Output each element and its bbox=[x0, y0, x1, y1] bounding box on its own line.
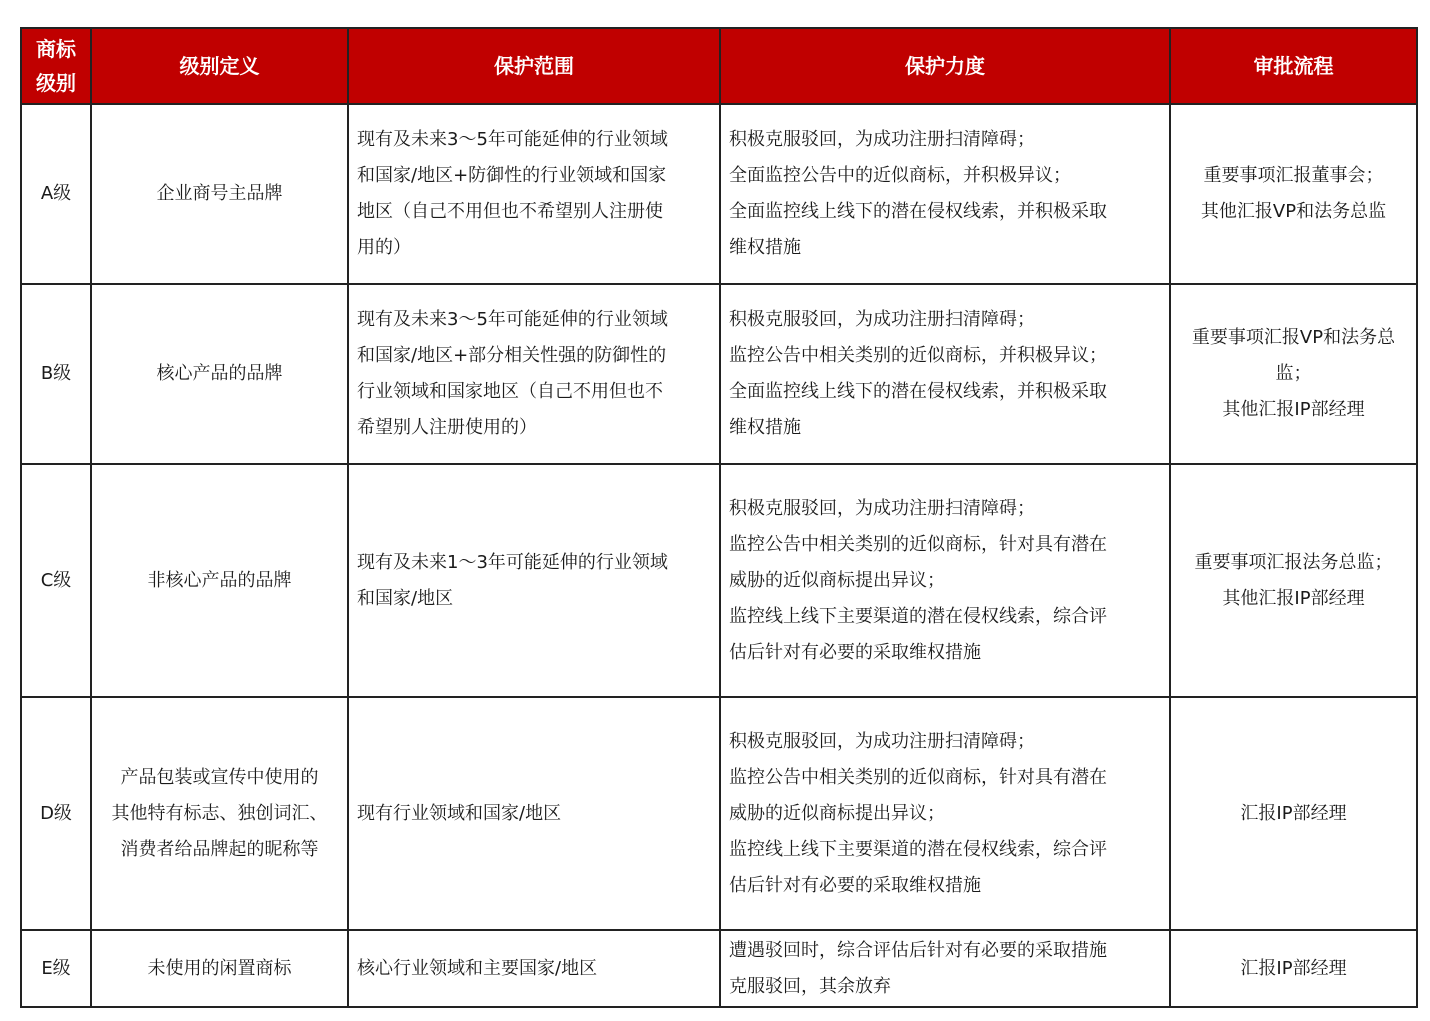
header-level-line2: 级别 bbox=[36, 71, 76, 95]
scope-cell bbox=[348, 284, 720, 464]
definition-cell bbox=[91, 697, 348, 930]
scope-line: 和国家/地区+防御性的行业领域和国家 bbox=[357, 165, 667, 186]
table-header-row bbox=[21, 28, 1417, 104]
scope-line: 行业领域和国家地区（自己不用但也不 bbox=[357, 381, 663, 402]
strength-line: 全面监控公告中的近似商标，并积极异议； bbox=[729, 165, 1071, 186]
approval-line: 其他汇报IP部经理 bbox=[1222, 587, 1365, 609]
definition-line: 企业商号主品牌 bbox=[156, 183, 283, 204]
strength-line: 克服驳回，其余放弃 bbox=[729, 975, 891, 997]
strength-line: 全面监控线上线下的潜在侵权线索，并积极采取 bbox=[729, 201, 1107, 222]
strength-line: 监控公告中相关类别的近似商标，针对具有潜在 bbox=[729, 533, 1107, 555]
definition-line: 未使用的闲置商标 bbox=[147, 957, 292, 979]
strength-line: 积极克服驳回，为成功注册扫清障碍； bbox=[729, 497, 1035, 519]
strength-line: 威胁的近似商标提出异议； bbox=[729, 569, 945, 591]
approval-line: 监； bbox=[1275, 363, 1312, 384]
definition-cell bbox=[91, 464, 348, 697]
approval-cell bbox=[1170, 284, 1417, 464]
strength-line: 维权措施 bbox=[729, 237, 801, 258]
strength-line: 积极克服驳回，为成功注册扫清障碍； bbox=[729, 309, 1035, 330]
table-row-c bbox=[21, 464, 1417, 697]
scope-line: 现有及未来3～5年可能延伸的行业领域 bbox=[357, 129, 668, 150]
definition-line: 非核心产品的品牌 bbox=[147, 569, 292, 591]
strength-line: 监控线上线下主要渠道的潜在侵权线索，综合评 bbox=[729, 838, 1107, 860]
level-cell: D级 bbox=[21, 697, 91, 930]
scope-line: 地区（自己不用但也不希望别人注册使 bbox=[357, 201, 663, 222]
strength-line: 估后针对有必要的采取维权措施 bbox=[729, 641, 981, 663]
scope-line: 现有及未来3～5年可能延伸的行业领域 bbox=[357, 309, 668, 330]
definition-cell bbox=[91, 284, 348, 464]
approval-line: 重要事项汇报法务总监； bbox=[1194, 551, 1393, 573]
approval-line: 其他汇报VP和法务总监 bbox=[1200, 201, 1387, 222]
strength-cell bbox=[720, 104, 1170, 284]
strength-cell bbox=[720, 930, 1170, 1007]
approval-line: 重要事项汇报董事会； bbox=[1203, 165, 1384, 186]
table-row-e bbox=[21, 930, 1417, 1007]
scope-line: 和国家/地区+部分相关性强的防御性的 bbox=[357, 345, 667, 366]
approval-line: 汇报IP部经理 bbox=[1240, 957, 1347, 979]
strength-line: 遭遇驳回时，综合评估后针对有必要的采取措施 bbox=[729, 939, 1107, 961]
header-definition: 级别定义 bbox=[91, 28, 348, 104]
approval-line: 重要事项汇报VP和法务总 bbox=[1191, 327, 1396, 348]
approval-cell bbox=[1170, 104, 1417, 284]
approval-cell bbox=[1170, 930, 1417, 1007]
strength-line: 监控线上线下主要渠道的潜在侵权线索，综合评 bbox=[729, 605, 1107, 627]
strength-cell bbox=[720, 464, 1170, 697]
table-row-d bbox=[21, 697, 1417, 930]
header-scope: 保护范围 bbox=[348, 28, 720, 104]
strength-line: 全面监控线上线下的潜在侵权线索，并积极采取 bbox=[729, 381, 1107, 402]
strength-line: 积极克服驳回，为成功注册扫清障碍； bbox=[729, 129, 1035, 150]
scope-cell bbox=[348, 697, 720, 930]
scope-line: 用的） bbox=[357, 237, 411, 258]
approval-line: 其他汇报IP部经理 bbox=[1222, 399, 1365, 420]
level-cell: E级 bbox=[21, 930, 91, 1007]
strength-line: 维权措施 bbox=[729, 417, 801, 438]
definition-cell bbox=[91, 930, 348, 1007]
header-level-line1: 商标 bbox=[36, 37, 76, 61]
definition-line: 产品包装或宣传中使用的 bbox=[120, 766, 319, 788]
trademark-level-table bbox=[20, 27, 1418, 1008]
definition-cell bbox=[91, 104, 348, 284]
strength-line: 威胁的近似商标提出异议； bbox=[729, 802, 945, 824]
header-approval: 审批流程 bbox=[1170, 28, 1417, 104]
approval-cell bbox=[1170, 697, 1417, 930]
strength-cell bbox=[720, 284, 1170, 464]
header-level bbox=[21, 28, 91, 104]
strength-cell bbox=[720, 697, 1170, 930]
scope-cell bbox=[348, 464, 720, 697]
header-strength: 保护力度 bbox=[720, 28, 1170, 104]
approval-line: 汇报IP部经理 bbox=[1240, 802, 1347, 824]
definition-line: 消费者给品牌起的昵称等 bbox=[120, 838, 319, 860]
scope-cell bbox=[348, 930, 720, 1007]
scope-line: 希望别人注册使用的） bbox=[357, 417, 537, 438]
table-row-b bbox=[21, 284, 1417, 464]
strength-line: 监控公告中相关类别的近似商标，针对具有潜在 bbox=[729, 766, 1107, 788]
table-row-a bbox=[21, 104, 1417, 284]
definition-line: 核心产品的品牌 bbox=[156, 363, 283, 384]
scope-line: 和国家/地区 bbox=[357, 587, 454, 609]
level-cell: A级 bbox=[21, 104, 91, 284]
definition-line: 其他特有标志、独创词汇、 bbox=[111, 802, 328, 824]
scope-line: 现有行业领域和国家/地区 bbox=[357, 802, 562, 824]
strength-line: 监控公告中相关类别的近似商标，并积极异议； bbox=[729, 345, 1107, 366]
scope-line: 核心行业领域和主要国家/地区 bbox=[357, 957, 598, 979]
approval-cell bbox=[1170, 464, 1417, 697]
strength-line: 积极克服驳回，为成功注册扫清障碍； bbox=[729, 730, 1035, 752]
scope-cell bbox=[348, 104, 720, 284]
level-cell: B级 bbox=[21, 284, 91, 464]
scope-line: 现有及未来1～3年可能延伸的行业领域 bbox=[357, 551, 668, 573]
level-cell: C级 bbox=[21, 464, 91, 697]
strength-line: 估后针对有必要的采取维权措施 bbox=[729, 874, 981, 896]
